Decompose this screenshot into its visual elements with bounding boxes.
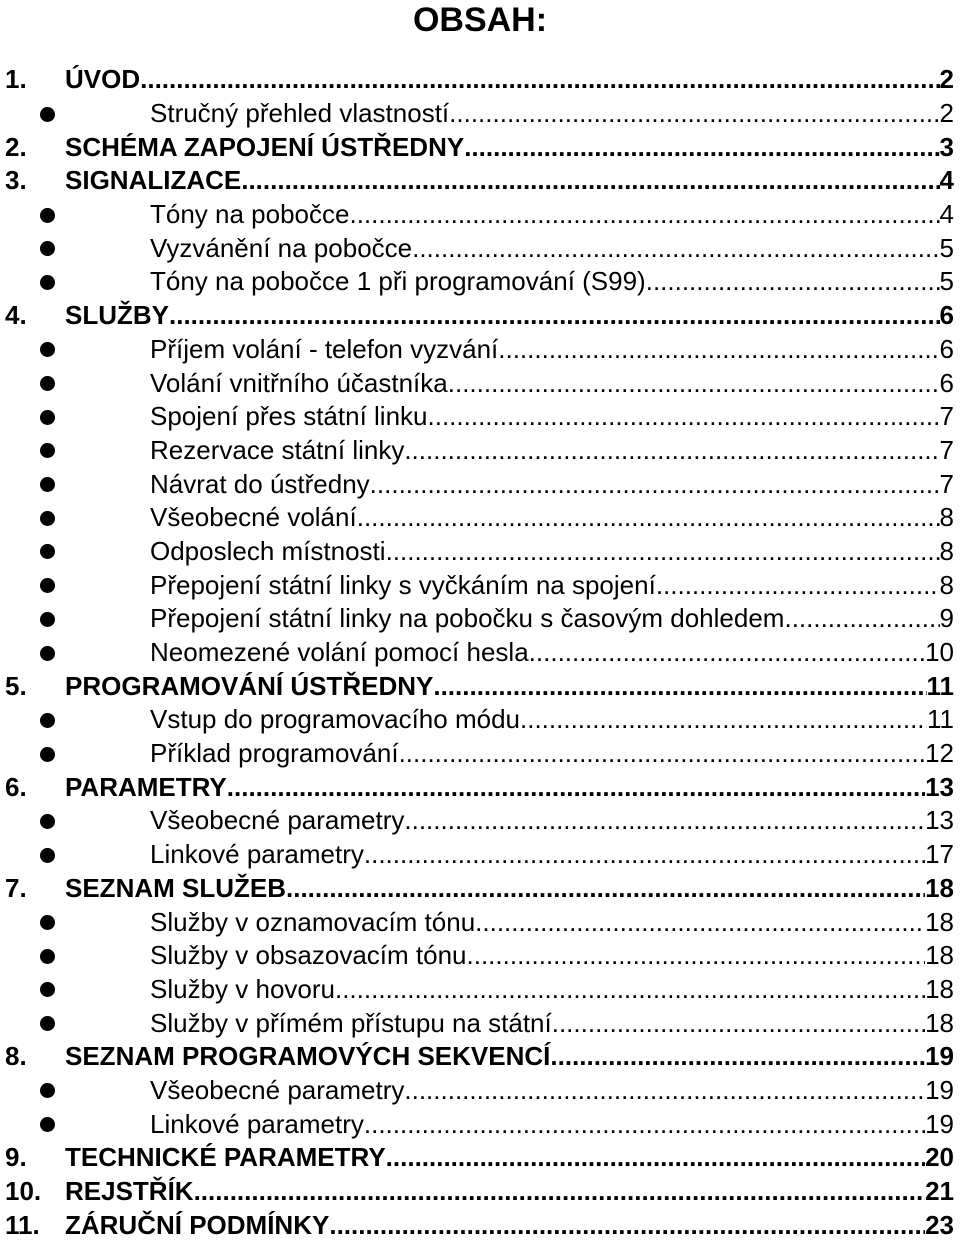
toc-entry [150, 366, 954, 400]
toc-title: Tóny na pobočce [150, 199, 350, 230]
toc-entry [65, 299, 954, 333]
toc-title: Vstup do programovacího módu [150, 704, 520, 735]
toc-entry [150, 97, 954, 131]
dot-leader [364, 1108, 925, 1141]
toc-page-number: 8 [939, 502, 954, 533]
toc-entry [150, 636, 954, 670]
toc-title: Přepojení státní linky na pobočku s časovým dohledem [150, 603, 785, 634]
dot-leader [357, 501, 940, 534]
dot-leader [169, 299, 940, 332]
toc-title: Vyzvánění na pobočce [150, 232, 413, 263]
toc-page-number: 23 [925, 1209, 954, 1240]
dot-leader [498, 333, 939, 366]
toc-chapter-number: 3. [5, 165, 27, 196]
toc-title: Stručný přehled vlastností [150, 98, 450, 129]
toc-entry [65, 1141, 954, 1175]
toc-page-number: 6 [939, 300, 954, 331]
toc-section-row[interactable] [0, 1107, 960, 1141]
toc-entry [150, 198, 954, 232]
toc-title: SEZNAM SLUŽEB [65, 872, 286, 903]
dot-leader [329, 1209, 925, 1242]
toc-entry [65, 1208, 954, 1242]
dot-leader [529, 636, 925, 669]
toc-title: Linkové parametry [150, 839, 364, 870]
toc-title: Všeobecné volání [150, 502, 357, 533]
toc-entry [150, 939, 954, 973]
toc-chapter-row[interactable] [0, 1040, 960, 1074]
toc-title: Všeobecné parametry [150, 1074, 405, 1105]
toc-chapter-number: 5. [5, 670, 27, 701]
bullet-icon [40, 544, 55, 559]
bullet-icon [40, 915, 55, 930]
toc-entry [65, 669, 954, 703]
toc-chapter-row[interactable] [0, 1175, 960, 1209]
bullet-icon [40, 410, 55, 425]
toc-title: ÚVOD [65, 64, 141, 95]
bullet-icon [40, 208, 55, 223]
toc-page-number: 9 [939, 603, 954, 634]
bullet-icon [40, 241, 55, 256]
toc-chapter-row[interactable] [0, 63, 960, 97]
toc-entry [150, 804, 954, 838]
toc-title: PARAMETRY [65, 771, 227, 802]
bullet-icon [40, 747, 55, 762]
bullet-icon [40, 1117, 55, 1132]
toc-section-row[interactable] [0, 703, 960, 737]
bullet-icon [40, 1016, 55, 1031]
toc-page-number: 18 [925, 1007, 954, 1038]
bullet-icon [40, 443, 55, 458]
toc-page-number: 19 [925, 1074, 954, 1105]
bullet-icon [40, 1083, 55, 1098]
toc-title: SLUŽBY [65, 300, 169, 331]
dot-leader [370, 468, 940, 501]
toc-title: Služby v obsazovacím tónu [150, 940, 467, 971]
toc-entry [150, 231, 954, 265]
toc-chapter-row[interactable] [0, 299, 960, 333]
toc-page-number: 7 [939, 434, 954, 465]
toc-section-row[interactable] [0, 737, 960, 771]
toc-page-number: 8 [939, 569, 954, 600]
toc-section-row[interactable] [0, 97, 960, 131]
dot-leader [550, 1040, 925, 1073]
toc-title: Rezervace státní linky [150, 434, 405, 465]
toc-title: Příklad programování [150, 738, 399, 769]
toc-title: Všeobecné parametry [150, 805, 405, 836]
toc-section-row[interactable] [0, 602, 960, 636]
toc-entry [150, 467, 954, 501]
toc-entry [65, 872, 954, 906]
toc-page-number: 12 [925, 738, 954, 769]
dot-leader [227, 771, 925, 804]
bullet-icon [40, 578, 55, 593]
toc-page-number: 7 [939, 401, 954, 432]
toc-page-number: 19 [925, 1041, 954, 1072]
toc-entry [150, 434, 954, 468]
dot-leader [475, 906, 925, 939]
toc-page-number: 18 [925, 872, 954, 903]
bullet-icon [40, 982, 55, 997]
toc-section-row[interactable] [0, 501, 960, 535]
toc-title: Návrat do ústředny [150, 468, 370, 499]
dot-leader [349, 198, 939, 231]
toc-entry [150, 602, 954, 636]
toc-page-number: 11 [927, 704, 954, 735]
toc-page-number: 20 [925, 1142, 954, 1173]
dot-leader [646, 265, 940, 298]
toc-title: ZÁRUČNÍ PODMÍNKY [65, 1209, 330, 1240]
dot-leader [433, 670, 926, 703]
toc-entry [65, 130, 954, 164]
toc-section-row[interactable] [0, 535, 960, 569]
toc-entry [150, 535, 954, 569]
dot-leader [404, 1074, 925, 1107]
toc-page-number: 7 [939, 468, 954, 499]
dot-leader [386, 535, 940, 568]
toc-entry [150, 973, 954, 1007]
toc-title: Spojení přes státní linku [150, 401, 428, 432]
toc-page-number: 21 [925, 1176, 954, 1207]
toc-title: REJSTŘÍK [65, 1176, 194, 1207]
toc-section-row[interactable] [0, 905, 960, 939]
bullet-icon [40, 949, 55, 964]
toc-title: Neomezené volání pomocí hesla [150, 637, 529, 668]
toc-entry [150, 1107, 954, 1141]
toc-chapter-row[interactable] [0, 1141, 960, 1175]
dot-leader [449, 97, 939, 130]
dot-leader [399, 737, 926, 770]
toc-section-row[interactable] [0, 636, 960, 670]
toc-page-number: 17 [925, 839, 954, 870]
bullet-icon [40, 612, 55, 627]
toc-entry [65, 164, 954, 198]
toc-chapter-number: 1. [5, 64, 27, 95]
bullet-icon [40, 275, 55, 290]
toc-page-number: 11 [926, 670, 954, 701]
dot-leader [464, 131, 939, 164]
toc-page-number: 2 [939, 98, 954, 129]
bullet-icon [40, 713, 55, 728]
toc-section-row[interactable] [0, 198, 960, 232]
toc-title: SCHÉMA ZAPOJENÍ ÚSTŘEDNY [65, 131, 465, 162]
toc-page-number: 2 [939, 64, 954, 95]
toc-section-row[interactable] [0, 568, 960, 602]
toc-page-number: 5 [939, 266, 954, 297]
toc-entry [150, 737, 954, 771]
dot-leader [784, 602, 939, 635]
toc-page-number: 3 [939, 131, 954, 162]
toc-section-row[interactable] [0, 333, 960, 367]
dot-leader [241, 164, 939, 197]
toc-page-number: 4 [939, 199, 954, 230]
toc-page-number: 18 [925, 906, 954, 937]
dot-leader [335, 973, 925, 1006]
toc-page-number: 18 [925, 940, 954, 971]
toc-section-row[interactable] [0, 467, 960, 501]
bullet-icon [40, 646, 55, 661]
toc-section-row[interactable] [0, 231, 960, 265]
toc-entry [150, 568, 954, 602]
toc-page-number: 18 [925, 973, 954, 1004]
toc-title: Přepojení státní linky s vyčkáním na spojení [150, 569, 656, 600]
toc-chapter-number: 4. [5, 300, 27, 331]
dot-leader [552, 1007, 925, 1040]
toc-chapter-row[interactable] [0, 1208, 960, 1242]
toc-entry [150, 265, 954, 299]
toc-section-row[interactable] [0, 804, 960, 838]
toc-section-row[interactable] [0, 434, 960, 468]
dot-leader [428, 400, 940, 433]
toc-title: TECHNICKÉ PARAMETRY [65, 1142, 386, 1173]
toc-chapter-number: 11. [5, 1209, 40, 1240]
dot-leader [467, 939, 926, 972]
toc-chapter-number: 10. [5, 1176, 42, 1207]
toc-page-number: 6 [939, 333, 954, 364]
dot-leader [386, 1141, 925, 1174]
toc-title: Služby v hovoru [150, 973, 335, 1004]
toc-chapter-number: 9. [5, 1142, 27, 1173]
table-of-contents [0, 63, 960, 1242]
toc-title: SIGNALIZACE [65, 165, 242, 196]
toc-title: Tóny na pobočce 1 při programování (S99) [150, 266, 646, 297]
toc-chapter-number: 7. [5, 872, 27, 903]
toc-section-row[interactable] [0, 1074, 960, 1108]
dot-leader [448, 367, 940, 400]
toc-chapter-number: 6. [5, 771, 27, 802]
toc-title: SEZNAM PROGRAMOVÝCH SEKVENCÍ [65, 1041, 551, 1072]
dot-leader [404, 804, 925, 837]
toc-title: Odposlech místnosti [150, 535, 386, 566]
dot-leader [656, 569, 940, 602]
toc-page-number: 19 [925, 1108, 954, 1139]
bullet-icon [40, 511, 55, 526]
toc-section-row[interactable] [0, 366, 960, 400]
toc-section-row[interactable] [0, 400, 960, 434]
dot-leader [364, 838, 925, 871]
toc-section-row[interactable] [0, 265, 960, 299]
bullet-icon [40, 848, 55, 863]
toc-title: Linkové parametry [150, 1108, 364, 1139]
toc-section-row[interactable] [0, 973, 960, 1007]
toc-title: PROGRAMOVÁNÍ ÚSTŘEDNY [65, 670, 434, 701]
toc-entry [150, 501, 954, 535]
dot-leader [404, 434, 939, 467]
toc-title: Služby v přímém přístupu na státní [150, 1007, 552, 1038]
dot-leader [140, 63, 939, 96]
bullet-icon [40, 814, 55, 829]
toc-chapter-number: 8. [5, 1041, 27, 1072]
dot-leader [412, 232, 939, 265]
toc-page-number: 4 [939, 165, 954, 196]
toc-entry [150, 1074, 954, 1108]
toc-title: Služby v oznamovacím tónu [150, 906, 476, 937]
toc-entry [150, 703, 954, 737]
toc-entry [150, 1006, 954, 1040]
toc-page-number: 10 [925, 637, 954, 668]
toc-page-number: 5 [939, 232, 954, 263]
bullet-icon [40, 376, 55, 391]
toc-entry [150, 905, 954, 939]
toc-page-number: 13 [925, 771, 954, 802]
toc-entry [150, 333, 954, 367]
toc-chapter-row[interactable] [0, 770, 960, 804]
toc-section-row[interactable] [0, 939, 960, 973]
page-title: OBSAH: [412, 1, 548, 39]
toc-entry [150, 838, 954, 872]
toc-section-row[interactable] [0, 838, 960, 872]
toc-chapter-number: 2. [5, 131, 27, 162]
dot-leader [520, 703, 927, 736]
toc-page-number: 8 [939, 535, 954, 566]
toc-title: Volání vnitřního účastníka [150, 367, 448, 398]
toc-entry [150, 400, 954, 434]
toc-chapter-row[interactable] [0, 872, 960, 906]
toc-chapter-row[interactable] [0, 130, 960, 164]
toc-chapter-row[interactable] [0, 669, 960, 703]
toc-page-number: 13 [925, 805, 954, 836]
dot-leader [286, 872, 925, 905]
toc-section-row[interactable] [0, 1006, 960, 1040]
bullet-icon [40, 342, 55, 357]
toc-page-number: 6 [939, 367, 954, 398]
toc-title: Příjem volání - telefon vyzvání [150, 333, 499, 364]
toc-entry [65, 1040, 954, 1074]
toc-chapter-row[interactable] [0, 164, 960, 198]
toc-entry [65, 770, 954, 804]
toc-entry [65, 1175, 954, 1209]
bullet-icon [40, 107, 55, 122]
dot-leader [194, 1175, 926, 1208]
bullet-icon [40, 477, 55, 492]
toc-entry [65, 63, 954, 97]
